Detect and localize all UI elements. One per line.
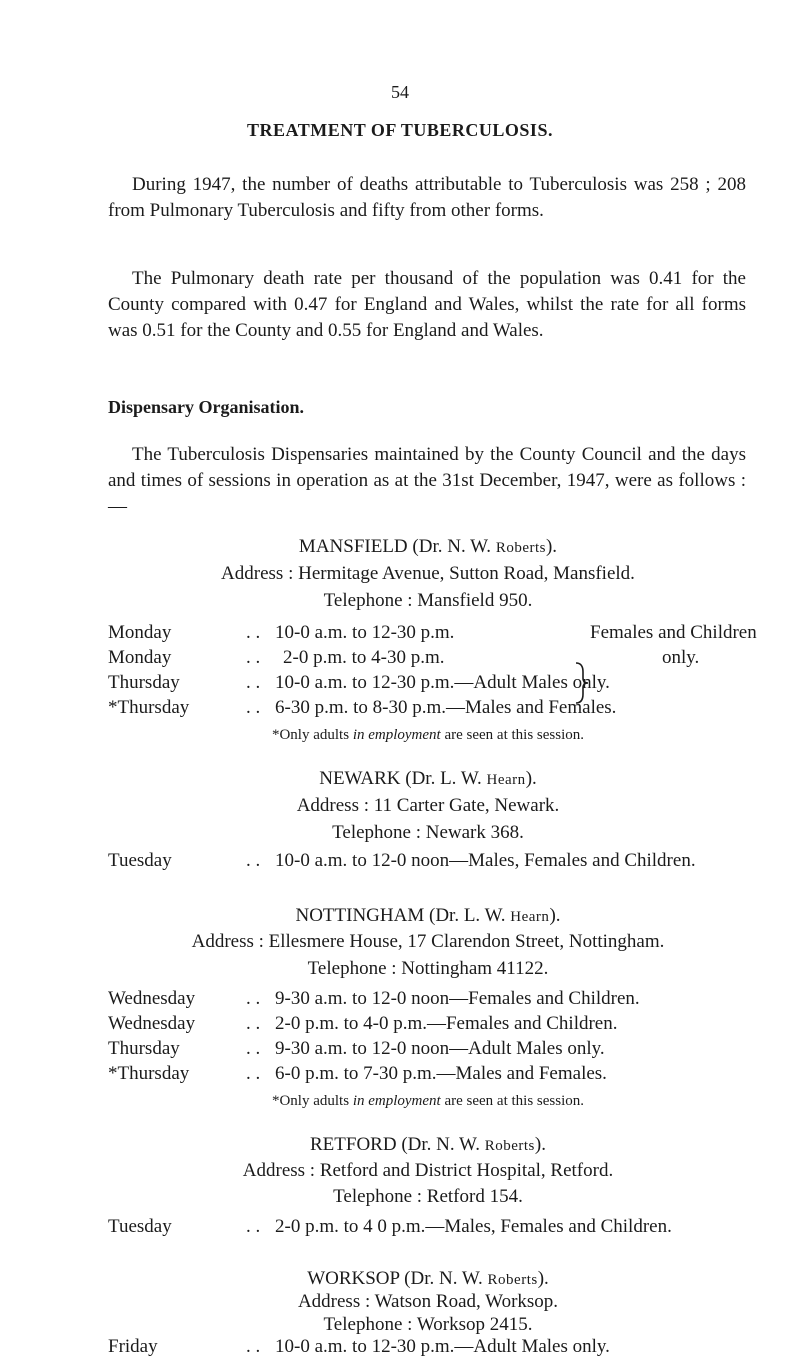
leader-dots: . . bbox=[246, 1063, 261, 1084]
leader-dots: . . bbox=[246, 988, 261, 1009]
worksop-address: Address : Watson Road, Worksop. bbox=[297, 1291, 559, 1312]
retford-telephone: Telephone : Retford 154. bbox=[333, 1186, 523, 1207]
paragraph-intro: The Tuberculosis Dispensaries maintained by the County Council and the days and times of sessions in operation as at the 31st December, 1947, were as follows :— bbox=[108, 444, 746, 517]
session-day: Tuesday bbox=[108, 1216, 172, 1237]
mansfield-address: Address : Hermitage Avenue, Sutton Road, Mansfield. bbox=[221, 563, 635, 584]
session-day: Wednesday bbox=[108, 988, 196, 1009]
session-time: 10-0 a.m. to 12-30 p.m. bbox=[275, 622, 455, 643]
page-number: 54 bbox=[391, 82, 409, 102]
doctor-close: ). bbox=[534, 1134, 546, 1155]
session-day: Tuesday bbox=[108, 850, 172, 871]
session-time: 9-30 a.m. to 12-0 noon—Adult Males only. bbox=[275, 1038, 605, 1059]
nottingham-telephone: Telephone : Nottingham 41122. bbox=[307, 958, 549, 979]
session-day: Monday bbox=[108, 647, 172, 668]
retford-heading bbox=[108, 1134, 748, 1156]
brace-note-only: only. bbox=[662, 647, 700, 668]
leader-dots: . . bbox=[246, 850, 261, 871]
leader-dots: . . bbox=[246, 647, 261, 668]
doctor-name: Hearn bbox=[486, 772, 526, 788]
newark-telephone: Telephone : Newark 368. bbox=[332, 822, 524, 843]
worksop-telephone: Telephone : Worksop 2415. bbox=[323, 1314, 533, 1335]
note-prefix: *Only adults bbox=[271, 1093, 353, 1109]
leader-dots: . . bbox=[246, 1013, 261, 1034]
doctor-name: Hearn bbox=[510, 909, 550, 925]
note-suffix: are seen at this session. bbox=[440, 727, 585, 743]
newark-address: Address : 11 Carter Gate, Newark. bbox=[296, 795, 560, 816]
leader-dots: . . bbox=[246, 672, 261, 693]
retford-address: Address : Retford and District Hospital, Retford. bbox=[242, 1160, 614, 1181]
mansfield-heading bbox=[108, 536, 748, 558]
doctor-name: Roberts bbox=[495, 540, 546, 556]
note-italic: in employment bbox=[352, 727, 441, 743]
dispensary-name: WORKSOP bbox=[307, 1268, 400, 1289]
nottingham-address: Address : Ellesmere House, 17 Clarendon Street, Nottingham. bbox=[191, 931, 665, 952]
session-day: Monday bbox=[108, 622, 172, 643]
session-day: Thursday bbox=[108, 672, 180, 693]
brace-note: Females and Children bbox=[590, 622, 757, 643]
dispensary-name: NOTTINGHAM bbox=[295, 905, 425, 926]
leader-dots: . . bbox=[246, 1216, 261, 1237]
session-footnote bbox=[108, 727, 748, 744]
section-heading: Dispensary Organisation. bbox=[108, 397, 305, 417]
dispensary-name: NEWARK bbox=[319, 768, 401, 789]
doctor-open: (Dr. L. W. bbox=[429, 905, 511, 926]
session-day: Friday bbox=[108, 1336, 158, 1357]
session-time: 10-0 a.m. to 12-0 noon—Males, Females and Children. bbox=[275, 850, 696, 871]
note-italic: in employment bbox=[352, 1093, 441, 1109]
note-prefix: *Only adults bbox=[271, 727, 353, 743]
paragraph-death-rate: The Pulmonary death rate per thousand of the population was 0.41 for the County compared with 0.47 for England and Wales, whilst the rate for all forms was 0.51 for the County and 0.55 for England and Wales. bbox=[108, 268, 746, 341]
session-day: Wednesday bbox=[108, 1013, 196, 1034]
session-day: Thursday bbox=[108, 1038, 180, 1059]
leader-dots: . . bbox=[246, 622, 261, 643]
dispensary-name: MANSFIELD bbox=[298, 536, 408, 557]
session-footnote bbox=[108, 1093, 748, 1110]
session-time: 10-0 a.m. to 12-30 p.m.—Adult Males only. bbox=[275, 672, 610, 693]
session-time: 9-30 a.m. to 12-0 noon—Females and Children. bbox=[275, 988, 640, 1009]
doctor-close: ). bbox=[549, 905, 561, 926]
mansfield-telephone: Telephone : Mansfield 950. bbox=[323, 590, 533, 611]
session-time: 2-0 p.m. to 4-0 p.m.—Females and Children. bbox=[275, 1013, 618, 1034]
session-time: 2-0 p.m. to 4 0 p.m.—Males, Females and Children. bbox=[275, 1216, 672, 1237]
doctor-close: ). bbox=[537, 1268, 549, 1289]
doctor-name: Roberts bbox=[484, 1138, 535, 1154]
leader-dots: . . bbox=[246, 1336, 261, 1357]
doctor-close: ). bbox=[545, 536, 558, 557]
session-day: *Thursday bbox=[108, 1063, 190, 1084]
doctor-open: (Dr. N. W. bbox=[401, 1134, 485, 1155]
page-title: TREATMENT OF TUBERCULOSIS. bbox=[247, 120, 553, 140]
doctor-name: Roberts bbox=[487, 1272, 538, 1288]
doctor-close: ). bbox=[525, 768, 537, 789]
doctor-open: (Dr. N. W. bbox=[404, 1268, 488, 1289]
nottingham-heading bbox=[108, 905, 748, 927]
doctor-open: (Dr. N. W. bbox=[412, 536, 496, 557]
paragraph-deaths: During 1947, the number of deaths attributable to Tuberculosis was 258 ; 208 from Pulmonary Tuberculosis and fifty from other forms. bbox=[108, 174, 746, 221]
session-day: *Thursday bbox=[108, 697, 190, 718]
session-time: 6-30 p.m. to 8-30 p.m.—Males and Females. bbox=[275, 697, 617, 718]
newark-heading bbox=[108, 768, 748, 790]
worksop-heading bbox=[108, 1268, 748, 1290]
doctor-open: (Dr. L. W. bbox=[405, 768, 487, 789]
dispensary-name: RETFORD bbox=[310, 1134, 397, 1155]
session-time: 2-0 p.m. to 4-30 p.m. bbox=[283, 647, 445, 668]
session-time: 10-0 a.m. to 12-30 p.m.—Adult Males only. bbox=[275, 1336, 610, 1357]
session-time: 6-0 p.m. to 7-30 p.m.—Males and Females. bbox=[275, 1063, 607, 1084]
leader-dots: . . bbox=[246, 1038, 261, 1059]
note-suffix: are seen at this session. bbox=[440, 1093, 585, 1109]
leader-dots: . . bbox=[246, 697, 261, 718]
